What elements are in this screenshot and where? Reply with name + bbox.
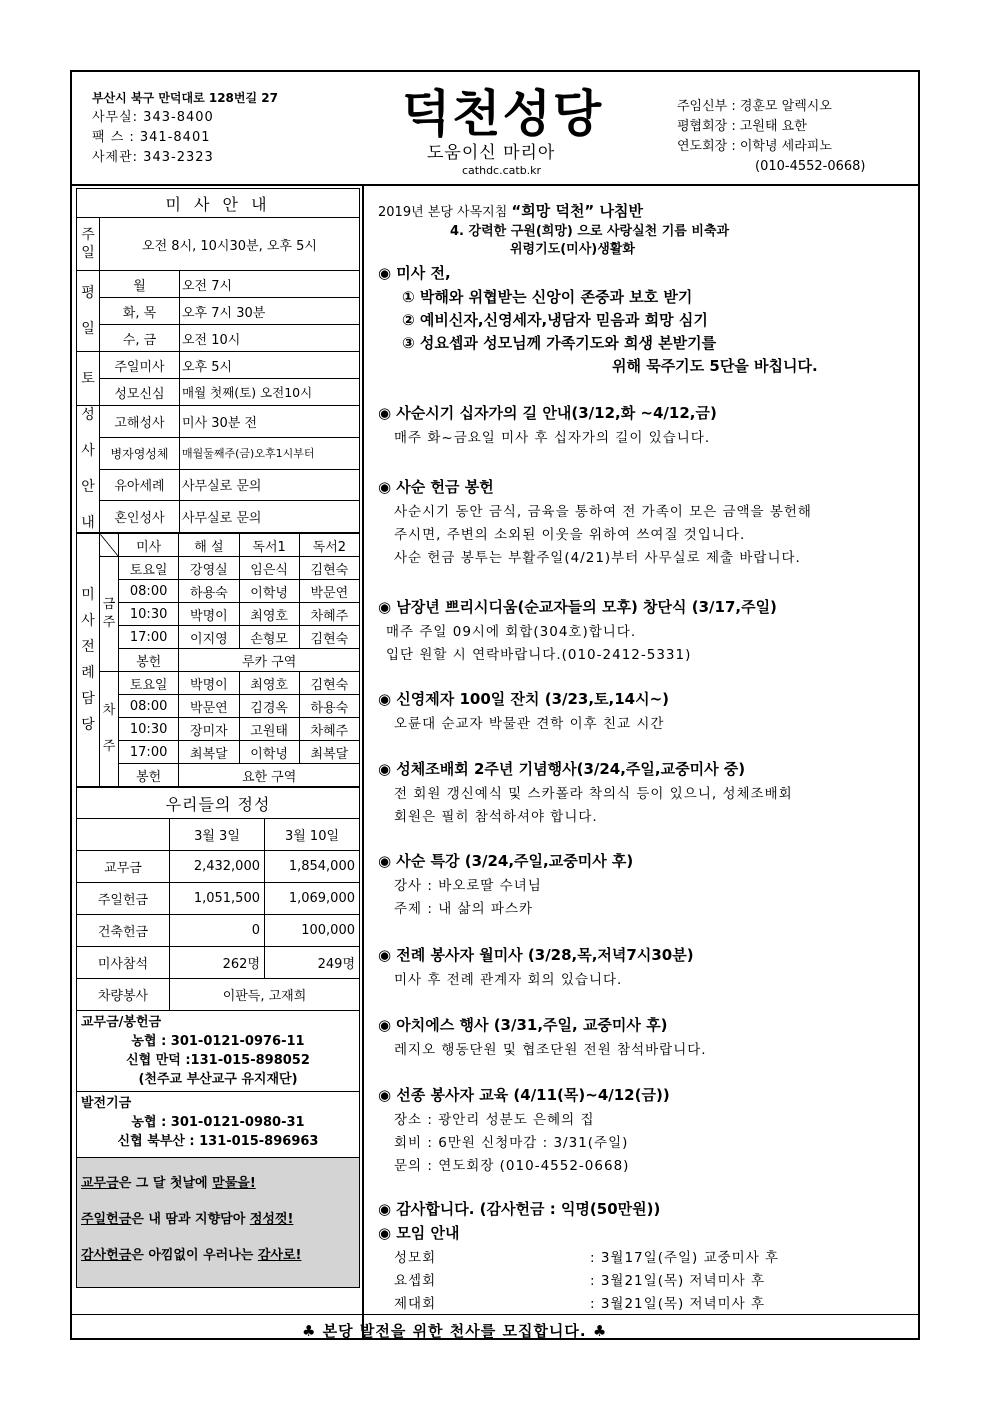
notice-heading: ◉ 아치에스 행사 (3/31,주일, 교중미사 후) [378, 1016, 668, 1034]
schedule-cell: 17:00 [119, 626, 179, 649]
schedule-cell: 이학녕 [239, 580, 299, 603]
sacrament-name: 고해성사 [100, 406, 180, 438]
account-line: 농협 : 301-0121-0976-11 [131, 1034, 305, 1049]
schedule-header: 독서1 [239, 534, 299, 557]
corner-cell [100, 534, 119, 557]
sacrament-name: 혼인성사 [100, 501, 180, 533]
notice-body: 매주 주일 09시에 회합(304호)합니다. [386, 624, 637, 640]
mass-table [76, 188, 360, 533]
guide-line: 4. 강력한 구원(희망) 으로 사랑실천 기름 비축과 [450, 224, 730, 239]
offering-value: 100,000 [265, 915, 360, 947]
schedule-header: 독서2 [299, 534, 359, 557]
schedule-cell: 박명이 [179, 603, 239, 626]
schedule-header: 해 설 [179, 534, 239, 557]
website-link[interactable]: cathdc.catb.kr [462, 164, 542, 177]
weekday-time: 오후 7시 30분 [180, 298, 360, 325]
schedule-cell: 김현숙 [299, 626, 359, 649]
account-line: (천주교 부산교구 유지재단) [138, 1072, 298, 1087]
sacrament-info: 매월둘째주(금)오후1시부터 [180, 437, 360, 469]
offering-title: 우리들의 정성 [77, 788, 360, 819]
pre-mass-heading: ◉ 미사 전, [378, 264, 451, 282]
offer-label: 봉헌 [119, 649, 179, 672]
column-divider [362, 184, 364, 1338]
schedule-cell: 08:00 [119, 695, 179, 718]
guide-line: 위령기도(미사)생활화 [510, 242, 635, 257]
next-week-label: 차 주 [100, 672, 119, 787]
weekday-day: 화, 목 [100, 298, 180, 325]
notice-heading: ◉ 전례 봉사자 월미사 (3/28,목,저녁7시30분) [378, 946, 694, 964]
notice-body: 레지오 행동단원 및 협조단원 전원 참석바랍니다. [394, 1042, 707, 1058]
schedule-cell: 이학녕 [239, 741, 299, 764]
liturgy-label: 미 사 전 례 담 당 [77, 534, 100, 787]
saturday-item: 성모신심 [100, 379, 180, 406]
notice-body: 회비 : 6만원 신청마감 : 3/31(주일) [394, 1135, 629, 1151]
notice-body: 주시면, 주변의 소외된 이웃을 위하여 쓰여질 것입니다. [394, 527, 746, 543]
saturday-time: 매월 첫째(토) 오전10시 [180, 379, 360, 406]
schedule-cell: 최영호 [239, 603, 299, 626]
notice-heading: ◉ 신영제자 100일 잔치 (3/23,토,14시~) [378, 690, 670, 708]
offering-col: 3월 3일 [170, 819, 265, 851]
schedule-cell: 10:30 [119, 718, 179, 741]
meeting-name: 제대회 [394, 1296, 437, 1312]
footer-banner: ♣ 본당 발전을 위한 천사를 모집합니다. ♣ [302, 1322, 608, 1340]
lit-chair: 연도회장 : 이학녕 세라피노 [677, 139, 832, 154]
pastoral-guide [378, 200, 643, 221]
schedule-cell: 장미자 [179, 718, 239, 741]
office-phone: 사무실: 343-8400 [92, 110, 214, 125]
notice-heading: ◉ 선종 봉사자 교육 (4/11(목)~4/12(금)) [378, 1086, 670, 1104]
account-block-2 [76, 1092, 360, 1158]
offering-value: 1,051,500 [170, 883, 265, 915]
pre-mass-item: ① 박해와 위협받는 신앙이 존중과 보호 받기 [402, 288, 693, 306]
account-line: 농협 : 301-0121-0980-31 [131, 1115, 305, 1130]
schedule-cell: 10:30 [119, 603, 179, 626]
schedule-cell: 08:00 [119, 580, 179, 603]
meeting-heading: ◉ 모임 안내 [378, 1224, 460, 1242]
schedule-cell: 손형모 [239, 626, 299, 649]
offering-label: 미사참석 [77, 947, 170, 979]
sunday-label: 주 일 [77, 218, 100, 271]
sacrament-name: 병자영성체 [100, 437, 180, 469]
contact-block [92, 88, 278, 168]
schedule-cell: 임은식 [239, 557, 299, 580]
offering-corner [77, 819, 170, 851]
parish-title: 덕천성당 [402, 84, 604, 143]
car-value: 이판득, 고재희 [170, 979, 360, 1011]
schedule-cell: 토요일 [119, 672, 179, 695]
offer-district: 루카 구역 [179, 649, 360, 672]
schedule-cell: 최복달 [299, 741, 359, 764]
note-line [81, 1238, 355, 1274]
donation-notes [76, 1158, 360, 1288]
note-emph: 정성껏! [249, 1212, 294, 1227]
weekday-time: 오전 7시 [180, 271, 360, 298]
offering-label: 건축헌금 [77, 915, 170, 947]
schedule-cell: 차혜주 [299, 603, 359, 626]
notice-heading: ◉ 사순 헌금 봉헌 [378, 478, 494, 496]
weekday-day: 월 [100, 271, 180, 298]
schedule-header: 미사 [119, 534, 179, 557]
note-key: 감사헌금 [81, 1248, 132, 1263]
offering-value: 262명 [170, 947, 265, 979]
note-line [81, 1166, 355, 1202]
footer-divider [72, 1314, 918, 1315]
offering-label: 교무금 [77, 851, 170, 883]
notice-body: 전 회원 갱신예식 및 스카폴라 착의식 등이 있으니, 성체조배회 [394, 786, 793, 802]
weekday-label: 평 일 [77, 271, 100, 352]
sacrament-label: 성 사 안 내 [77, 406, 100, 533]
lit-chair-phone: (010-4552-0668) [755, 159, 866, 174]
guide-label: 2019년 본당 사목지침 [378, 205, 512, 220]
meeting-name: 성모회 [394, 1250, 437, 1266]
offering-col: 3월 10일 [265, 819, 360, 851]
offering-value: 249명 [265, 947, 360, 979]
guide-title: “희망 덕천” 나침반 [511, 202, 643, 220]
notice-heading: ◉ 남장년 쁘리시디움(순교자들의 모후) 창단식 (3/17,주일) [378, 598, 777, 616]
car-label: 차량봉사 [77, 979, 170, 1011]
schedule-cell: 차혜주 [299, 718, 359, 741]
note-line [81, 1202, 355, 1238]
offering-value: 2,432,000 [170, 851, 265, 883]
offering-value: 0 [170, 915, 265, 947]
this-week-label: 금 주 [100, 557, 119, 672]
schedule-cell: 김현숙 [299, 557, 359, 580]
meeting-name: 요셉회 [394, 1273, 437, 1289]
bulletin-frame [70, 70, 920, 1340]
rectory-phone: 사제관: 343-2323 [92, 150, 214, 165]
schedule-cell: 하용숙 [299, 695, 359, 718]
note-text: 은 내 땀과 지향담아 [131, 1212, 250, 1227]
saturday-item: 주일미사 [100, 352, 180, 379]
notice-body: 문의 : 연도회장 (010-4552-0668) [394, 1158, 630, 1174]
left-column [76, 188, 360, 1288]
schedule-cell: 토요일 [119, 557, 179, 580]
offering-table [76, 787, 360, 1011]
header-divider [72, 184, 918, 186]
notice-body: 오륜대 순교자 박물관 견학 이후 친교 시간 [394, 716, 665, 732]
account-heading: 교무금/봉헌금 [81, 1015, 162, 1030]
notice-body: 장소 : 광안리 성분도 은혜의 집 [394, 1112, 595, 1128]
notice-body: 사순시기 동안 금식, 금육을 통하여 전 가족이 모은 금액을 봉헌해 [394, 504, 812, 520]
schedule-cell: 고원태 [239, 718, 299, 741]
offer-label: 봉헌 [119, 764, 179, 787]
schedule-cell: 하용숙 [179, 580, 239, 603]
pre-mass-item: ② 예비신자,신영세자,냉담자 믿음과 희망 심기 [402, 311, 708, 329]
schedule-cell: 박문연 [179, 695, 239, 718]
weekday-time: 오전 10시 [180, 325, 360, 352]
pre-mass-item: 위해 묵주기도 5단을 바칩니다. [612, 357, 818, 375]
notice-body: 회원은 필히 참석하셔야 합니다. [394, 809, 598, 825]
saturday-time: 오후 5시 [180, 352, 360, 379]
offering-label: 주일헌금 [77, 883, 170, 915]
schedule-cell: 강영실 [179, 557, 239, 580]
thanks-heading: ◉ 감사합니다. (감사헌금 : 익명(50만원)) [378, 1200, 661, 1218]
note-emph: 맏물을! [212, 1176, 256, 1191]
notice-heading: ◉ 사순시기 십자가의 길 안내(3/12,화 ~4/12,금) [378, 404, 717, 422]
saturday-label: 토 [77, 352, 100, 406]
meeting-time: : 3월21일(목) 저녁미사 후 [590, 1296, 766, 1312]
staff-block [677, 97, 866, 177]
note-emph: 감사로! [257, 1248, 302, 1263]
notice-body: 주제 : 내 삶의 파스카 [394, 901, 534, 917]
note-key: 교무금 [81, 1176, 119, 1191]
meeting-time: : 3월21일(목) 저녁미사 후 [590, 1273, 766, 1289]
address: 부산시 북구 만덕대로 128번길 27 [92, 91, 278, 105]
pre-mass-item: ③ 성요셉과 성모님께 가족기도와 희생 본받기를 [402, 334, 717, 352]
schedule-cell: 김경옥 [239, 695, 299, 718]
account-heading: 발전기금 [81, 1096, 132, 1111]
meeting-time: : 3월17일(주일) 교중미사 후 [590, 1250, 780, 1266]
sacrament-info: 사무실로 문의 [180, 501, 360, 533]
account-block-1 [76, 1011, 360, 1092]
notice-body: 매주 화~금요일 미사 후 십자가의 길이 있습니다. [394, 430, 711, 446]
schedule-cell: 박명이 [179, 672, 239, 695]
notice-body: 입단 원할 시 연락바랍니다.(010-2412-5331) [386, 647, 692, 663]
offering-value: 1,854,000 [265, 851, 360, 883]
schedule-cell: 최영호 [239, 672, 299, 695]
notice-heading: ◉ 성체조배회 2주년 기념행사(3/24,주일,교중미사 중) [378, 760, 746, 778]
parish-subtitle: 도움이신 마리아 [427, 143, 556, 163]
sacrament-info: 사무실로 문의 [180, 469, 360, 501]
sacrament-name: 유아세례 [100, 469, 180, 501]
sacrament-info: 미사 30분 전 [180, 406, 360, 438]
schedule-cell: 이지영 [179, 626, 239, 649]
liturgy-schedule-table [76, 533, 360, 787]
account-line: 신협 북부산 : 131-015-896963 [117, 1134, 319, 1149]
fax-number: 팩 스 : 341-8401 [92, 130, 211, 145]
council-chair: 평협회장 : 고원태 요한 [677, 119, 807, 134]
notice-heading: ◉ 사순 특강 (3/24,주일,교중미사 후) [378, 852, 634, 870]
mass-title: 미 사 안 내 [77, 189, 360, 218]
pastor: 주임신부 : 경훈모 알렉시오 [677, 99, 832, 114]
notice-body: 미사 후 전례 관계자 회의 있습니다. [394, 972, 623, 988]
note-key: 주일헌금 [81, 1212, 132, 1227]
notice-body: 강사 : 바오로딸 수녀님 [394, 878, 542, 894]
schedule-cell: 17:00 [119, 741, 179, 764]
schedule-cell: 김현숙 [299, 672, 359, 695]
offer-district: 요한 구역 [179, 764, 360, 787]
account-line: 신협 만덕 :131-015-898052 [126, 1053, 310, 1068]
weekday-day: 수, 금 [100, 325, 180, 352]
schedule-cell: 박문연 [299, 580, 359, 603]
note-text: 은 그 달 첫날에 [118, 1176, 213, 1191]
offering-value: 1,069,000 [265, 883, 360, 915]
sunday-times: 오전 8시, 10시30분, 오후 5시 [100, 218, 360, 271]
note-text: 은 아낌없이 우러나는 [131, 1248, 258, 1263]
notice-body: 사순 헌금 봉투는 부활주일(4/21)부터 사무실로 제출 바랍니다. [394, 550, 801, 566]
schedule-cell: 최복달 [179, 741, 239, 764]
